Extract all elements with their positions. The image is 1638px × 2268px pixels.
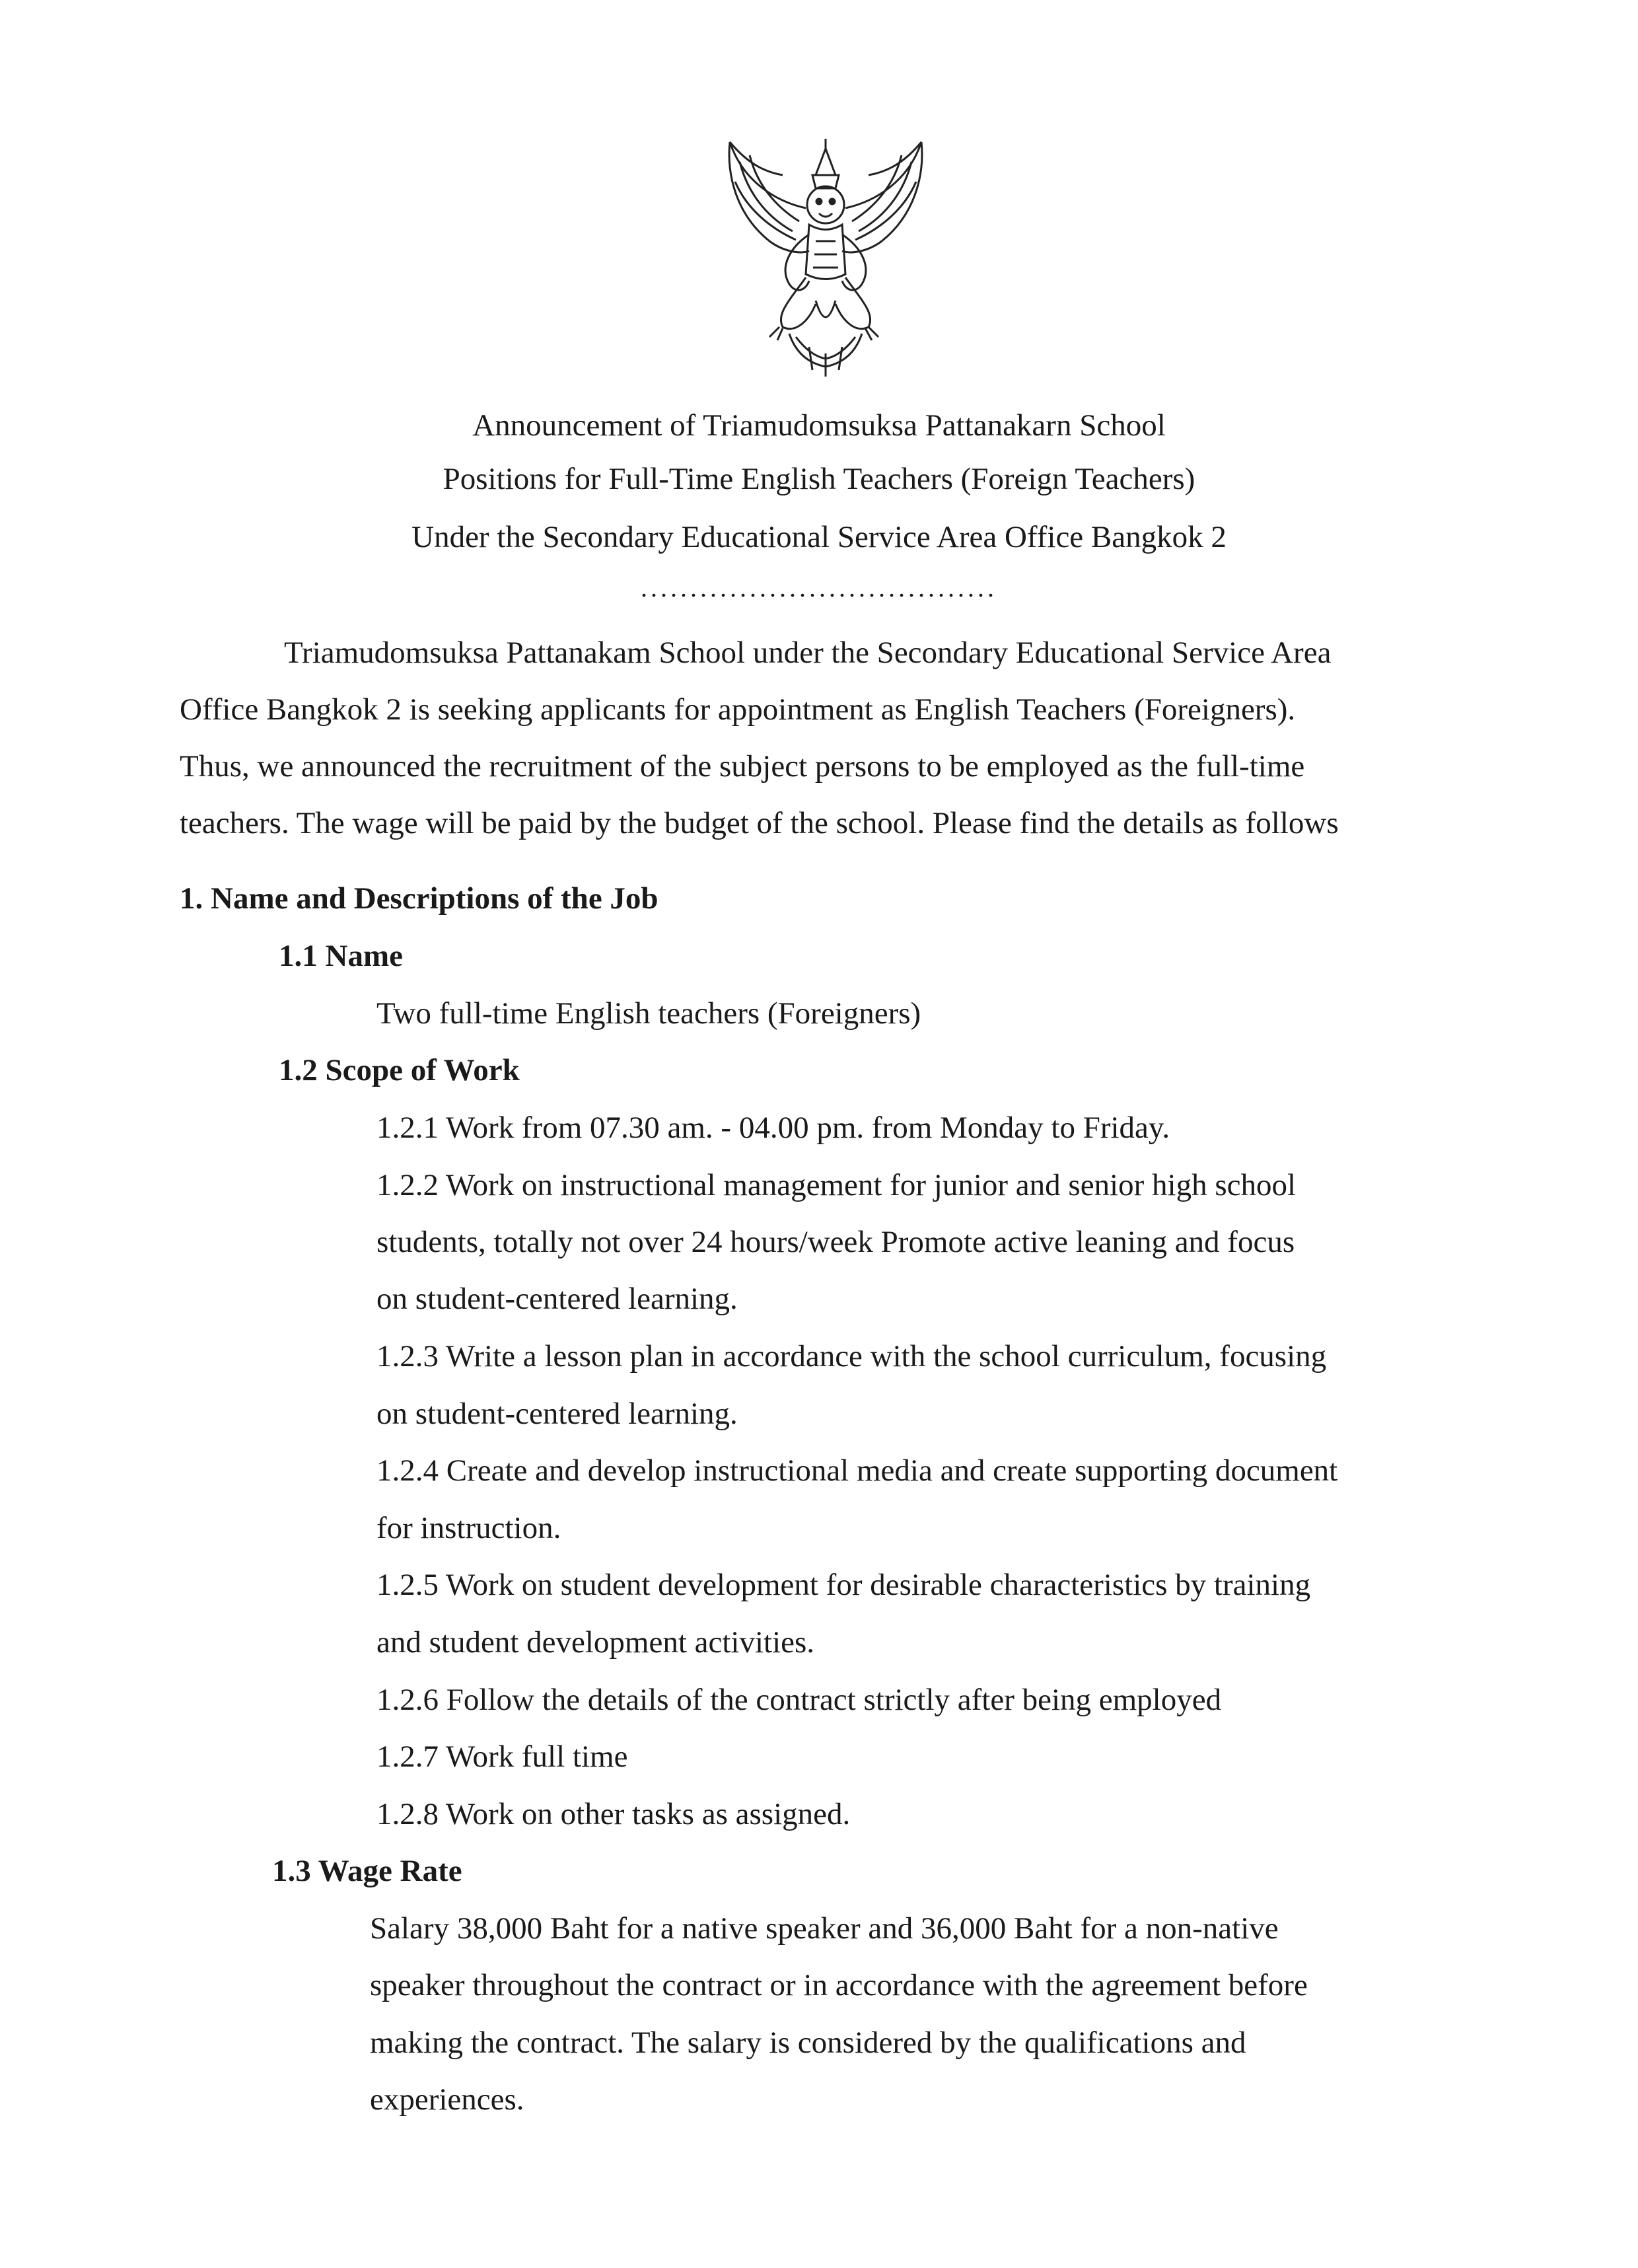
scope-item-1-2-6: 1.2.6 Follow the details of the contract strictly after being employed <box>376 1683 1222 1717</box>
section-1-heading: 1. Name and Descriptions of the Job <box>180 881 659 916</box>
scope-item-1-2-2-cont-1: students, totally not over 24 hours/week Promote active leaning and focus <box>376 1225 1295 1259</box>
intro-line-2: Office Bangkok 2 is seeking applicants for appointment as English Teachers (Foreigners). <box>180 692 1296 727</box>
intro-line-1: Triamudomsuksa Pattanakam School under the Secondary Educational Service Area <box>284 636 1332 670</box>
intro-line-4: teachers. The wage will be paid by the budget of the school. Please find the details as follows <box>180 806 1339 840</box>
title-separator: .................................... <box>641 573 997 603</box>
scope-item-1-2-2-cont-2: on student-centered learning. <box>376 1282 738 1316</box>
announcement-subtitle-positions: Positions for Full-Time English Teachers (Foreign Teachers) <box>443 462 1195 496</box>
scope-item-1-2-3-cont: on student-centered learning. <box>376 1397 738 1431</box>
wage-line-2: speaker throughout the contract or in accordance with the agreement before <box>370 1968 1308 2002</box>
section-1-2-heading: 1.2 Scope of Work <box>279 1053 520 1087</box>
wage-line-1: Salary 38,000 Baht for a native speaker and 36,000 Baht for a non-native <box>370 1911 1279 1946</box>
scope-item-1-2-8: 1.2.8 Work on other tasks as assigned. <box>376 1797 851 1831</box>
announcement-title: Announcement of Triamudomsuksa Pattanakarn School <box>472 408 1166 443</box>
announcement-subtitle-office: Under the Secondary Educational Service Area Office Bangkok 2 <box>411 520 1227 554</box>
scope-item-1-2-1: 1.2.1 Work from 07.30 am. - 04.00 pm. from Monday to Friday. <box>376 1111 1170 1145</box>
section-1-1-heading: 1.1 Name <box>279 939 403 973</box>
wage-line-3: making the contract. The salary is considered by the qualifications and <box>370 2026 1246 2060</box>
scope-item-1-2-3: 1.2.3 Write a lesson plan in accordance with the school curriculum, focusing <box>376 1339 1327 1373</box>
scope-item-1-2-2: 1.2.2 Work on instructional management for junior and senior high school <box>376 1168 1297 1202</box>
section-1-1-text: Two full-time English teachers (Foreigners) <box>376 996 921 1031</box>
section-1-3-heading: 1.3 Wage Rate <box>272 1854 462 1888</box>
scope-item-1-2-4-cont: for instruction. <box>376 1511 561 1545</box>
scope-item-1-2-4: 1.2.4 Create and develop instructional media and create supporting document <box>376 1453 1338 1488</box>
scope-item-1-2-5-cont: and student development activities. <box>376 1625 815 1660</box>
wage-line-4: experiences. <box>370 2082 524 2117</box>
scope-item-1-2-5: 1.2.5 Work on student development for desirable characteristics by training <box>376 1568 1311 1602</box>
intro-line-3: Thus, we announced the recruitment of the subject persons to be employed as the full-time <box>180 749 1305 784</box>
scope-item-1-2-7: 1.2.7 Work full time <box>376 1739 628 1774</box>
garuda-emblem-icon <box>717 135 935 380</box>
